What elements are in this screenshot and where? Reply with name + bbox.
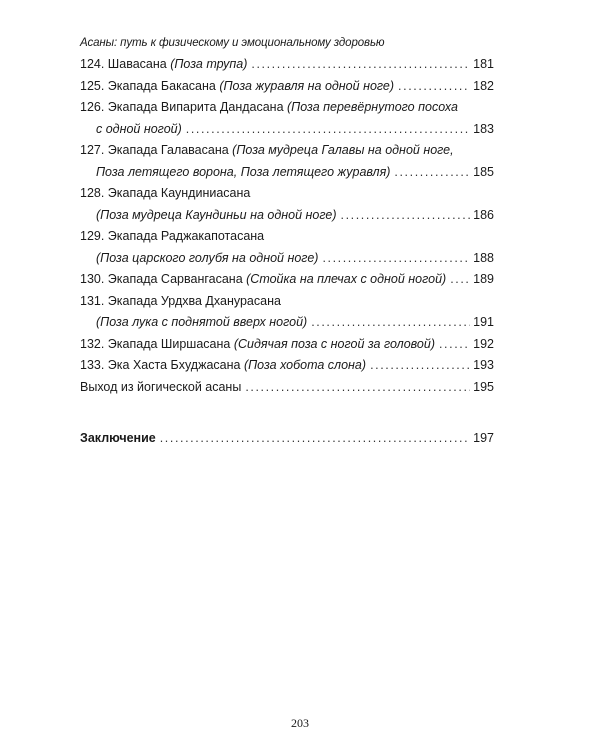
toc-entry-page: 197 [473,431,494,445]
toc-entry[interactable] [80,248,494,270]
toc-entry-title [80,140,454,162]
dot-leader [245,377,470,399]
toc-entry-main-title: 128. Экапада Каундиниасана [80,186,251,200]
toc-entry-page: 183 [473,121,494,136]
section-gap [80,398,494,428]
toc-entry-main-title: 129. Экапада Раджакапотасана [80,229,265,243]
dot-leader [370,355,470,377]
toc-entry-title [96,205,337,227]
toc-entry-subtitle: (Поза царского голубя на одной ноге) [96,250,319,265]
toc-entry-page: 188 [473,250,494,265]
toc-entry[interactable] [80,291,494,313]
toc-entry-main-title: 125. Экапада Бакасана [80,78,220,93]
toc-entry-title [80,54,247,76]
dot-leader [186,119,470,141]
toc-entry-title [80,76,394,98]
toc-entry-conclusion[interactable] [80,428,494,450]
toc-entry-title [96,162,390,184]
toc-entry[interactable] [80,162,494,184]
toc-entry[interactable] [80,76,494,98]
toc-entry-title [80,97,458,119]
toc-entry-subtitle: (Поза лука с поднятой вверх ногой) [96,315,308,329]
toc-entry-title [80,291,281,313]
toc-entry[interactable] [80,183,494,205]
toc-entry[interactable] [80,377,494,399]
toc-entry-page: 189 [473,272,494,286]
toc-entry-title [96,312,307,334]
dot-leader [341,205,471,227]
toc-entry-title [96,248,318,270]
toc-entry-page: 182 [473,78,494,93]
toc-entry-title [80,183,250,205]
toc-entry-page: 186 [473,207,494,222]
toc-entry-page: 192 [473,336,494,351]
running-header: Асаны: путь к физическому и эмоциональному здоровью [80,37,385,49]
table-of-contents [80,54,494,450]
toc-entry-page: 195 [473,379,494,394]
toc-entry[interactable] [80,312,494,334]
toc-entry-subtitle: (Стойка на плечах с одной ногой) [246,272,447,286]
toc-entry-title: Заключение [80,431,156,445]
toc-entry-title [80,377,241,399]
dot-leader [160,428,470,450]
toc-entry-page: 191 [473,315,494,329]
toc-entry-main-title: 130. Экапада Сарвангасана [80,272,247,286]
toc-entry-subtitle: (Сидячая поза с ногой за головой) [233,336,435,351]
toc-entry-title [80,269,446,291]
toc-entry-subtitle: с одной ногой) [96,121,182,136]
dot-leader [398,76,470,98]
toc-entry-subtitle: (Поза хобота слона) [243,358,367,372]
toc-entry-page: 193 [473,358,494,372]
toc-entry[interactable] [80,119,494,141]
toc-entry-main-title: 124. Шавасана [80,57,171,71]
toc-entry[interactable] [80,334,494,356]
dot-leader [439,334,470,356]
toc-entry[interactable] [80,226,494,248]
toc-entry[interactable] [80,97,494,119]
toc-entry-main-title: 132. Экапада Ширшасана [80,336,234,351]
toc-entry-main-title: 127. Экапада Галавасана [80,143,233,157]
toc-entry-main-title: 133. Эка Хаста Бхуджасана [80,358,244,372]
toc-entry[interactable] [80,269,494,291]
toc-entry-subtitle: (Поза трупа) [170,57,248,71]
dot-leader [322,248,470,270]
toc-entry-main-title: 131. Экапада Урдхва Дханурасана [80,293,281,308]
toc-entry-page: 181 [473,57,494,71]
dot-leader [311,312,470,334]
page-number: 203 [291,716,309,730]
toc-entry[interactable] [80,54,494,76]
toc-entry-subtitle: Поза летящего ворона, Поза летящего журавля) [96,164,391,179]
toc-entry-subtitle: (Поза мудреца Галавы на одной ноге, [232,143,454,157]
dot-leader [251,54,470,76]
toc-entry-subtitle: (Поза журавля на одной ноге) [219,78,395,93]
toc-entry[interactable] [80,205,494,227]
toc-entry-title [96,119,182,141]
toc-entry-subtitle: (Поза перевёрнутого посоха [287,100,458,114]
toc-entry-main-title: Выход из йогической асаны [80,379,242,394]
toc-entry-title [80,355,366,377]
toc-entry-title [80,334,435,356]
toc-entry-title [80,226,264,248]
toc-entry[interactable] [80,355,494,377]
toc-entry[interactable] [80,140,494,162]
toc-entry-subtitle: (Поза мудреца Каундиньи на одной ноге) [96,207,337,222]
dot-leader [394,162,470,184]
toc-entry-page: 185 [473,164,494,179]
dot-leader [450,269,470,291]
toc-entry-main-title: 126. Экапада Випарита Дандасана [80,100,288,114]
